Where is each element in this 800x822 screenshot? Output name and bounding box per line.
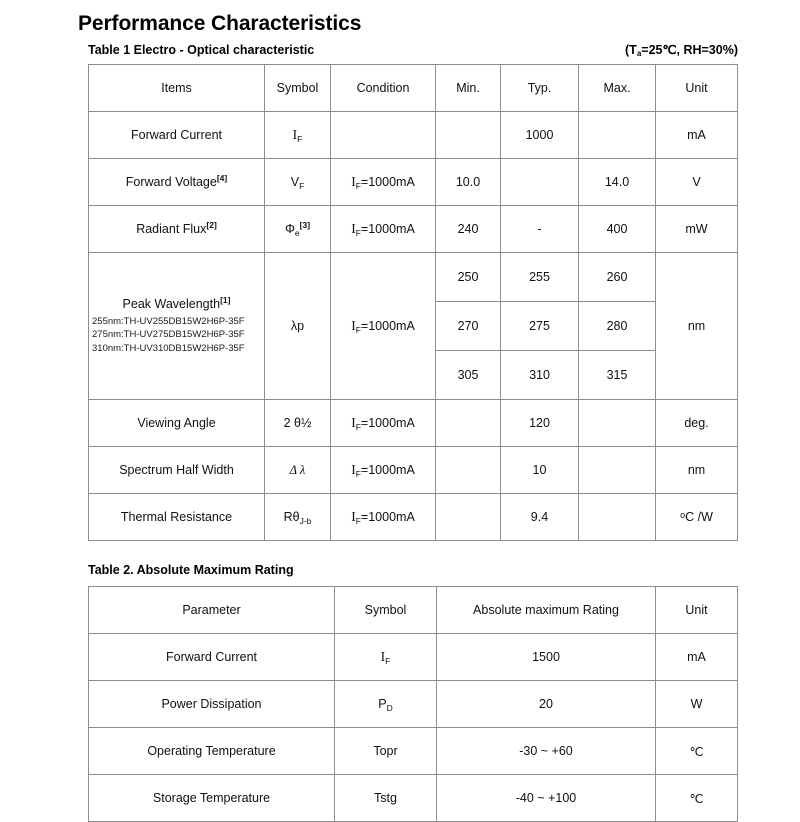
row-unit-spectrum-half-width: nm (656, 447, 738, 494)
row-unit-forward-current: mA (656, 112, 738, 159)
row-typ-viewing-angle: 120 (501, 400, 579, 447)
row-typ-spectrum-half-width: 10 (501, 447, 579, 494)
table2-caption: Table 2. Absolute Maximum Rating (88, 563, 294, 577)
row-unit-viewing-angle: deg. (656, 400, 738, 447)
row-unit-storage-temperature: ℃ (656, 775, 738, 822)
row-parameter-forward-current: Forward Current (89, 634, 335, 681)
row-typ-thermal-resistance: 9.4 (501, 494, 579, 541)
table2-header-rating: Absolute maximum Rating (437, 587, 656, 634)
row-symbol-power-dissipation: $P_D$ (335, 681, 437, 728)
table1-header-min: Min. (436, 65, 501, 112)
part-number-310: 310nm:TH-UV310DB15W2H6P-35F (92, 342, 245, 354)
row-typ-radiant-flux: - (501, 206, 579, 253)
row-unit-forward-voltage: V (656, 159, 738, 206)
page-title: Performance Characteristics (78, 12, 362, 35)
test-conditions-note (625, 42, 738, 57)
row-item-thermal-resistance: Thermal Resistance (89, 494, 265, 541)
row-rating-forward-current-max: 1500 (437, 634, 656, 681)
table2-header-unit: Unit (656, 587, 738, 634)
row-condition-spectrum-half-width: $I_F=1000mA$ (331, 447, 436, 494)
row-rating-storage-temperature: -40 ~ +100 (437, 775, 656, 822)
row-max-peak-wavelength-255: 260 (579, 253, 656, 302)
row-min-radiant-flux: 240 (436, 206, 501, 253)
table1-header-unit: Unit (656, 65, 738, 112)
electro-optical-characteristic-table (88, 64, 738, 541)
row-max-radiant-flux: 400 (579, 206, 656, 253)
part-number-275: 275nm:TH-UV275DB15W2H6P-35F (92, 329, 245, 341)
absolute-maximum-rating-table (88, 586, 738, 822)
row-symbol-operating-temperature: Topr (335, 728, 437, 775)
row-min-forward-voltage: 10.0 (436, 159, 501, 206)
row-parameter-storage-temperature: Storage Temperature (89, 775, 335, 822)
table1-header-max: Max. (579, 65, 656, 112)
row-typ-peak-wavelength-310: 310 (501, 351, 579, 400)
row-item-radiant-flux: Radiant Flux[2] (89, 206, 265, 253)
row-max-thermal-resistance (579, 494, 656, 541)
row-unit-power-dissipation: W (656, 681, 738, 728)
row-item-peak-wavelength (89, 253, 265, 400)
row-unit-forward-current-max: mA (656, 634, 738, 681)
peak-wavelength-title: Peak Wavelength[1] (122, 294, 231, 311)
row-typ-forward-current: 1000 (501, 112, 579, 159)
row-typ-peak-wavelength-275: 275 (501, 302, 579, 351)
row-rating-operating-temperature: -30 ~ +60 (437, 728, 656, 775)
table2-header-row (89, 587, 738, 634)
row-symbol-peak-wavelength: λp (265, 253, 331, 400)
table2-header-parameter: Parameter (89, 587, 335, 634)
footnote-marker: [3] (299, 220, 311, 230)
table1-header-row (89, 65, 738, 112)
test-conditions-prefix: (T (625, 43, 637, 57)
row-item-forward-current: Forward Current (89, 112, 265, 159)
row-rating-power-dissipation: 20 (437, 681, 656, 728)
row-symbol-forward-current-max: $I_F$ (335, 634, 437, 681)
table-row (89, 253, 738, 302)
row-condition-thermal-resistance: $I_F=1000mA$ (331, 494, 436, 541)
table-row (89, 728, 738, 775)
row-max-spectrum-half-width (579, 447, 656, 494)
table1-header-items: Items (89, 65, 265, 112)
table1-header-symbol: Symbol (265, 65, 331, 112)
table-row (89, 634, 738, 681)
row-condition-forward-voltage: $I_F=1000mA$ (331, 159, 436, 206)
row-max-forward-current (579, 112, 656, 159)
row-min-thermal-resistance (436, 494, 501, 541)
row-symbol-radiant-flux: $\Phi_e[3]$ (265, 206, 331, 253)
part-number-255: 255nm:TH-UV255DB15W2H6P-35F (92, 315, 245, 327)
row-symbol-storage-temperature: Tstg (335, 775, 437, 822)
row-max-viewing-angle (579, 400, 656, 447)
table-row (89, 112, 738, 159)
row-symbol-forward-current: $I_F$ (265, 112, 331, 159)
row-max-peak-wavelength-310: 315 (579, 351, 656, 400)
row-unit-operating-temperature: ℃ (656, 728, 738, 775)
row-parameter-power-dissipation: Power Dissipation (89, 681, 335, 728)
row-item-viewing-angle: Viewing Angle (89, 400, 265, 447)
row-condition-peak-wavelength: $I_F=1000mA$ (331, 253, 436, 400)
row-parameter-operating-temperature: Operating Temperature (89, 728, 335, 775)
footnote-marker: [2] (206, 220, 217, 230)
footnote-marker: [1] (220, 294, 231, 305)
row-max-forward-voltage: 14.0 (579, 159, 656, 206)
row-condition-radiant-flux: $I_F=1000mA$ (331, 206, 436, 253)
table-row (89, 206, 738, 253)
table1-caption: Table 1 Electro - Optical characteristic (88, 43, 315, 57)
table1-header-typ: Typ. (501, 65, 579, 112)
table2-header-symbol: Symbol (335, 587, 437, 634)
table-row (89, 400, 738, 447)
table-row (89, 681, 738, 728)
row-symbol-spectrum-half-width: Δ λ (265, 447, 331, 494)
row-min-peak-wavelength-275: 270 (436, 302, 501, 351)
row-min-spectrum-half-width (436, 447, 501, 494)
table-row (89, 159, 738, 206)
row-symbol-forward-voltage: $V_F$ (265, 159, 331, 206)
row-unit-thermal-resistance: $^o$C /W (656, 494, 738, 541)
row-unit-radiant-flux: mW (656, 206, 738, 253)
row-condition-viewing-angle: $I_F=1000mA$ (331, 400, 436, 447)
row-symbol-viewing-angle: 2 θ½ (265, 400, 331, 447)
row-min-viewing-angle (436, 400, 501, 447)
row-min-peak-wavelength-310: 305 (436, 351, 501, 400)
row-typ-forward-voltage (501, 159, 579, 206)
footnote-marker: [4] (216, 173, 228, 183)
row-min-forward-current (436, 112, 501, 159)
row-unit-peak-wavelength: nm (656, 253, 738, 400)
table-row (89, 447, 738, 494)
table-row (89, 775, 738, 822)
row-symbol-thermal-resistance: $R\theta_{J-b}$ (265, 494, 331, 541)
row-item-spectrum-half-width: Spectrum Half Width (89, 447, 265, 494)
row-min-peak-wavelength-255: 250 (436, 253, 501, 302)
test-conditions-suffix: =25℃, RH=30%) (641, 43, 738, 57)
row-condition-forward-current (331, 112, 436, 159)
table1-header-condition: Condition (331, 65, 436, 112)
row-typ-peak-wavelength-255: 255 (501, 253, 579, 302)
peak-wavelength-part-numbers (91, 315, 262, 355)
test-conditions-subscript: a (636, 49, 642, 58)
row-max-peak-wavelength-275: 280 (579, 302, 656, 351)
row-item-forward-voltage: Forward Voltage[4] (89, 159, 265, 206)
table-row (89, 494, 738, 541)
